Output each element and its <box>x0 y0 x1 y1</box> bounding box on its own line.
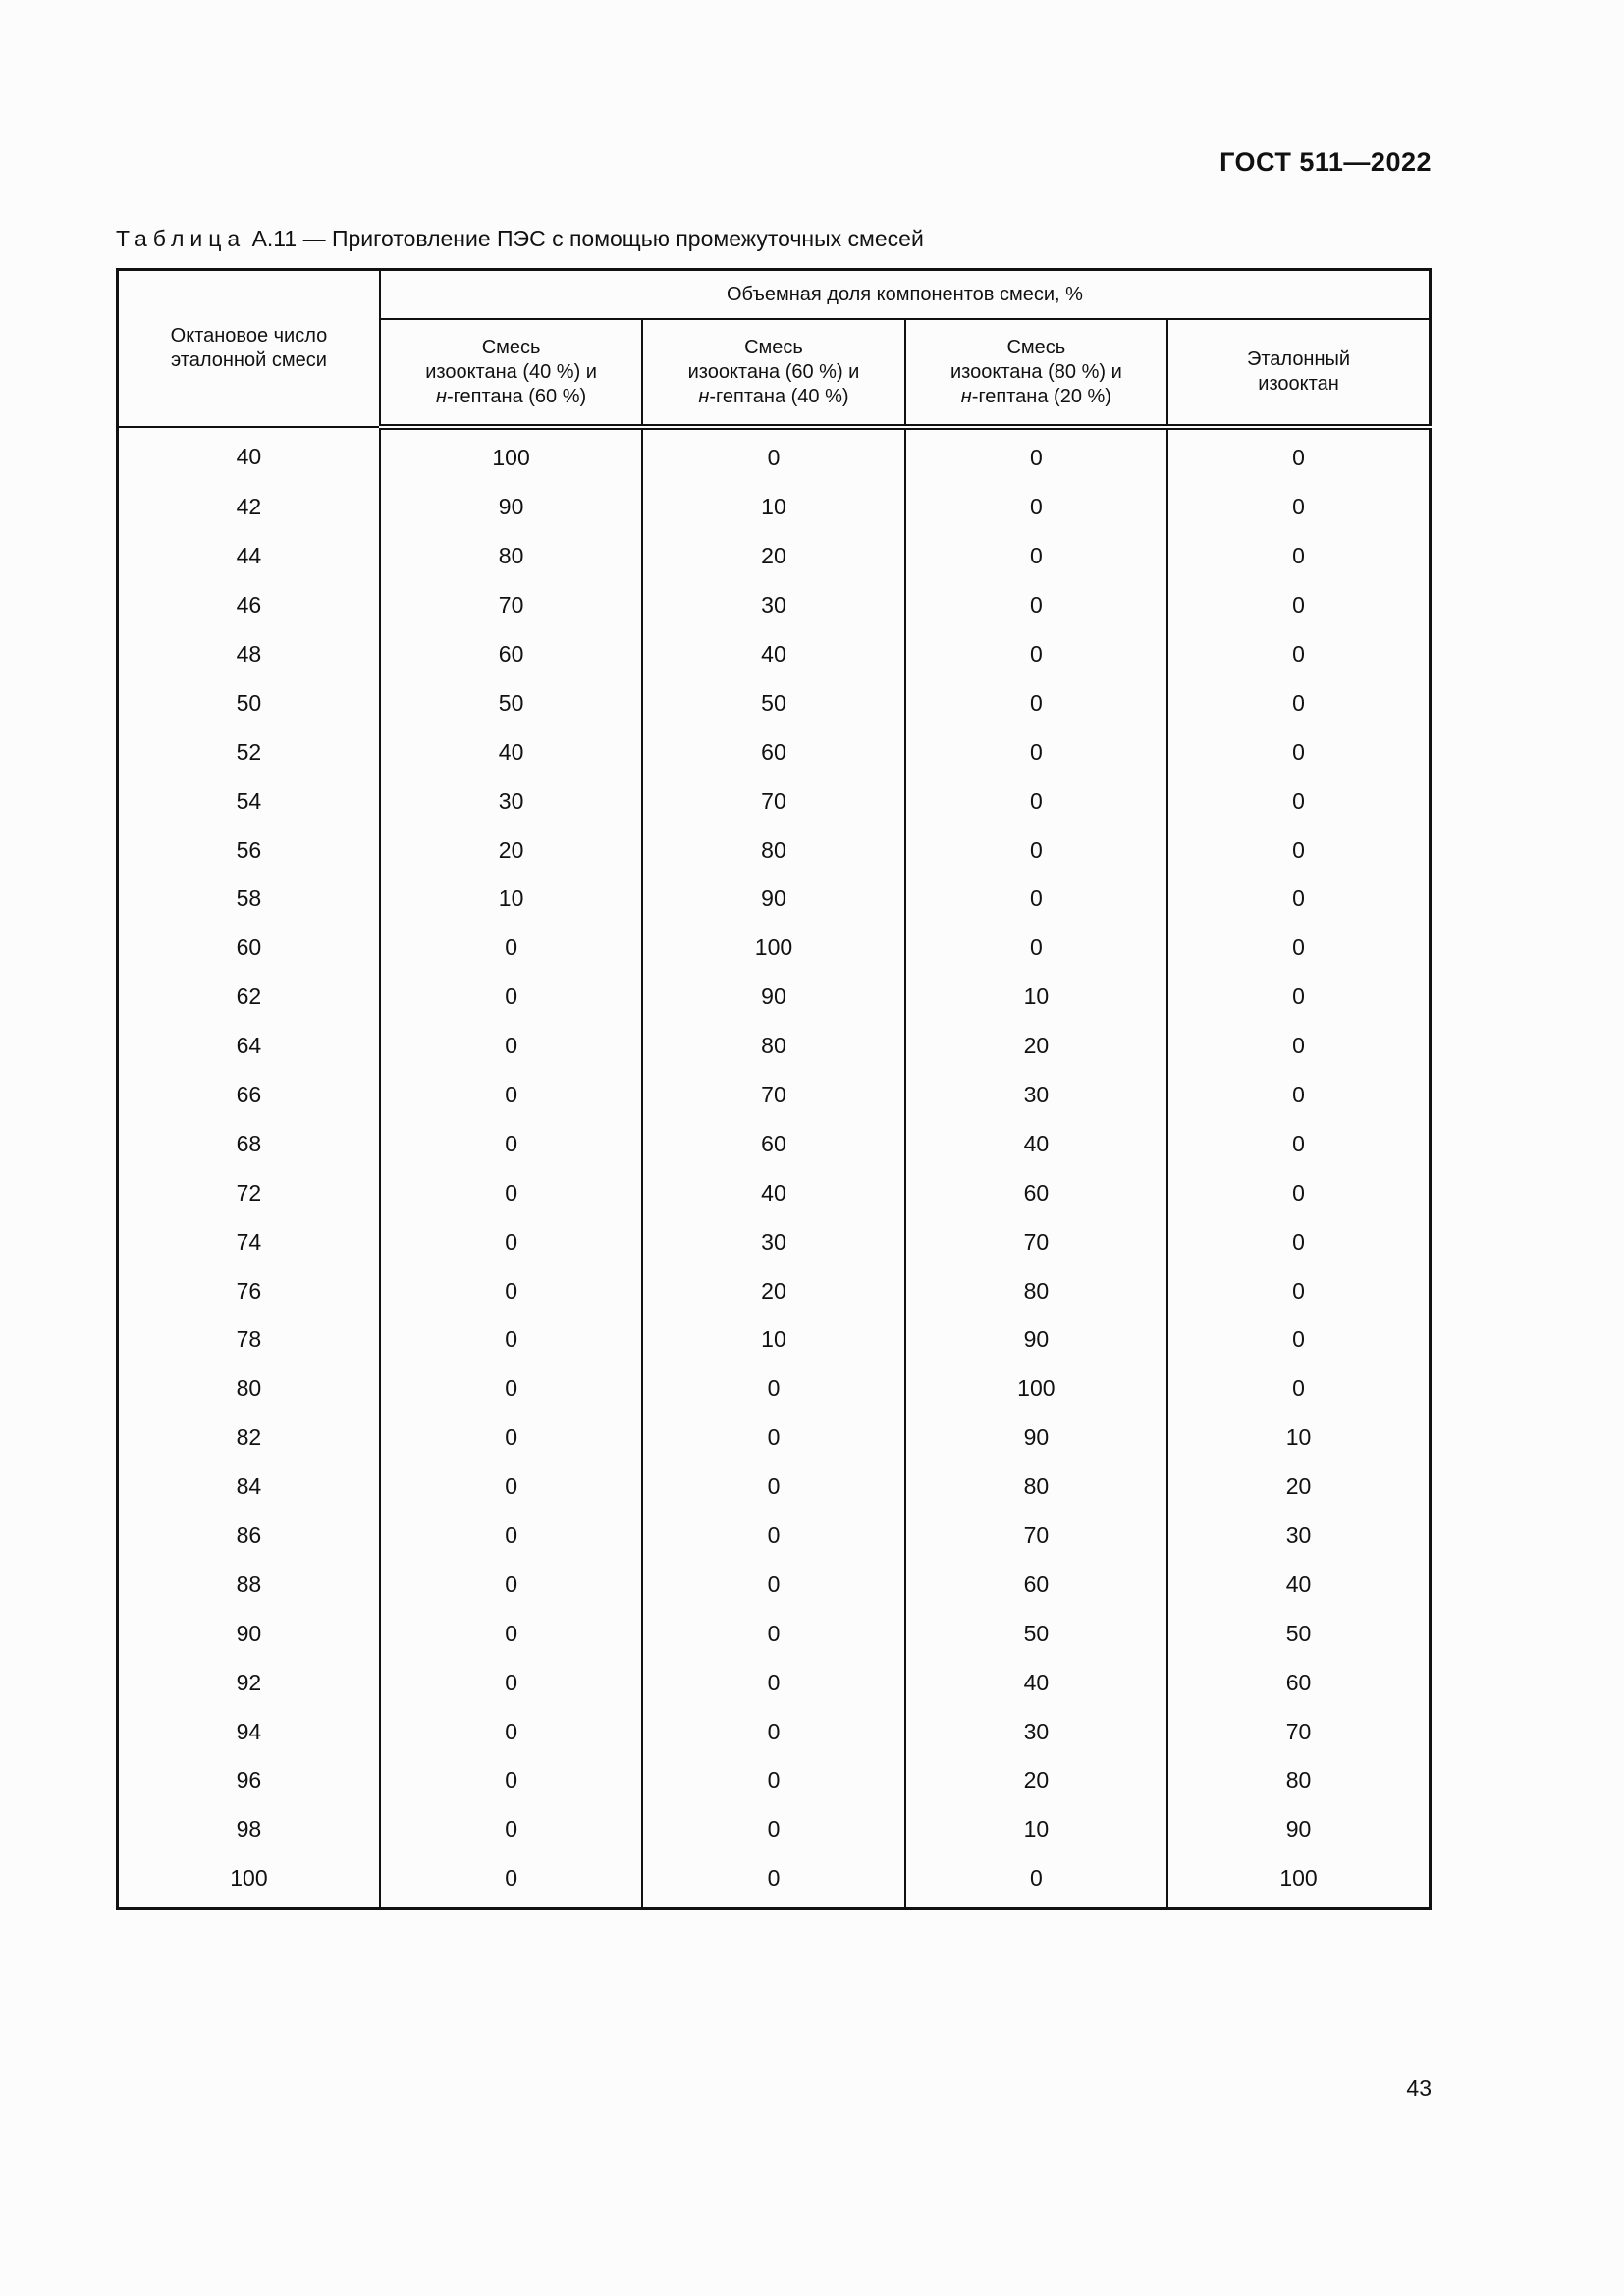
table-cell: 0 <box>905 1854 1167 1908</box>
table-cell: 0 <box>1167 727 1430 776</box>
table-cell: 0 <box>642 1414 904 1463</box>
table-cell: 0 <box>1167 581 1430 630</box>
table-row <box>118 875 1431 924</box>
table-cell: 20 <box>642 532 904 581</box>
table-row <box>118 1168 1431 1217</box>
table-cell: 60 <box>905 1560 1167 1609</box>
table-cell: 0 <box>1167 924 1430 973</box>
table-cell: 46 <box>118 581 380 630</box>
table-cell: 92 <box>118 1658 380 1707</box>
table-cell: 44 <box>118 532 380 581</box>
table-cell: 40 <box>905 1119 1167 1168</box>
table-cell: 66 <box>118 1071 380 1120</box>
table-cell: 60 <box>642 727 904 776</box>
table-cell: 80 <box>905 1463 1167 1512</box>
table-cell: 0 <box>1167 678 1430 727</box>
table-cell: 84 <box>118 1463 380 1512</box>
table-cell: 0 <box>642 1854 904 1908</box>
table-cell: 90 <box>380 483 642 532</box>
table-cell: 60 <box>118 924 380 973</box>
table-row <box>118 678 1431 727</box>
table-cell: 0 <box>905 776 1167 826</box>
table-cell: 0 <box>905 727 1167 776</box>
table-row <box>118 1364 1431 1414</box>
table-cell: 94 <box>118 1707 380 1756</box>
table-cell: 74 <box>118 1217 380 1266</box>
table-row <box>118 826 1431 875</box>
table-row <box>118 630 1431 679</box>
table-row <box>118 924 1431 973</box>
table-row <box>118 1414 1431 1463</box>
table-cell: 0 <box>380 1805 642 1854</box>
table-cell: 0 <box>380 1707 642 1756</box>
table-cell: 72 <box>118 1168 380 1217</box>
table-cell: 0 <box>642 1512 904 1561</box>
table-cell: 90 <box>118 1609 380 1658</box>
table-cell: 0 <box>642 1463 904 1512</box>
table-cell: 0 <box>642 1658 904 1707</box>
table-cell: 64 <box>118 1022 380 1071</box>
caption-text: А.11 — Приготовление ПЭС с помощью промежуточных смесей <box>251 226 924 251</box>
table-cell: 68 <box>118 1119 380 1168</box>
table-cell: 0 <box>380 973 642 1022</box>
table-cell: 80 <box>905 1266 1167 1315</box>
table-cell: 0 <box>1167 1071 1430 1120</box>
table-cell: 100 <box>642 924 904 973</box>
table-cell: 70 <box>642 776 904 826</box>
table-cell: 0 <box>380 1463 642 1512</box>
table-cell: 0 <box>380 1071 642 1120</box>
table-row <box>118 1658 1431 1707</box>
table-cell: 60 <box>1167 1658 1430 1707</box>
table-cell: 40 <box>642 1168 904 1217</box>
table-cell: 20 <box>905 1022 1167 1071</box>
table-cell: 70 <box>642 1071 904 1120</box>
table-cell: 90 <box>1167 1805 1430 1854</box>
table-cell: 96 <box>118 1756 380 1805</box>
table-cell: 0 <box>1167 1266 1430 1315</box>
table-cell: 0 <box>380 1756 642 1805</box>
table-cell: 82 <box>118 1414 380 1463</box>
table-cell: 0 <box>1167 1364 1430 1414</box>
table-cell: 52 <box>118 727 380 776</box>
table-cell: 0 <box>905 483 1167 532</box>
table-row <box>118 1707 1431 1756</box>
table-cell: 30 <box>380 776 642 826</box>
table-cell: 0 <box>380 1364 642 1414</box>
table-cell: 30 <box>642 581 904 630</box>
table-cell: 0 <box>642 1805 904 1854</box>
table-row <box>118 581 1431 630</box>
page-number: 43 <box>1406 2075 1432 2101</box>
table-cell: 20 <box>642 1266 904 1315</box>
table-cell: 0 <box>642 1364 904 1414</box>
table-cell: 0 <box>905 875 1167 924</box>
table-cell: 0 <box>905 826 1167 875</box>
table-cell: 86 <box>118 1512 380 1561</box>
table-cell: 0 <box>1167 875 1430 924</box>
table-cell: 42 <box>118 483 380 532</box>
table-row <box>118 1560 1431 1609</box>
table-cell: 70 <box>905 1512 1167 1561</box>
table-cell: 88 <box>118 1560 380 1609</box>
table-row <box>118 776 1431 826</box>
table-cell: 50 <box>380 678 642 727</box>
column-header-mix-60: Смесь изооктана (60 %) и н-гептана (40 %) <box>642 319 904 427</box>
table-cell: 0 <box>905 678 1167 727</box>
table-cell: 80 <box>642 826 904 875</box>
table-cell: 0 <box>642 1609 904 1658</box>
table-cell: 20 <box>1167 1463 1430 1512</box>
table-cell: 100 <box>1167 1854 1430 1908</box>
table-cell: 50 <box>1167 1609 1430 1658</box>
table-cell: 0 <box>380 1168 642 1217</box>
table-cell: 0 <box>642 1707 904 1756</box>
table-row <box>118 973 1431 1022</box>
table-cell: 0 <box>642 427 904 483</box>
caption-label: Таблица <box>116 226 246 251</box>
table-cell: 98 <box>118 1805 380 1854</box>
table-cell: 0 <box>1167 1022 1430 1071</box>
table-cell: 0 <box>380 1658 642 1707</box>
table-cell: 90 <box>642 875 904 924</box>
table-cell: 70 <box>1167 1707 1430 1756</box>
octane-number-header: Октановое число эталонной смеси <box>118 270 380 428</box>
table-cell: 0 <box>642 1756 904 1805</box>
table-cell: 80 <box>118 1364 380 1414</box>
column-header-mix-80: Смесь изооктана (80 %) и н-гептана (20 %) <box>905 319 1167 427</box>
table-cell: 40 <box>118 427 380 483</box>
table-body <box>118 427 1431 1908</box>
table-cell: 0 <box>380 1854 642 1908</box>
table-cell: 0 <box>380 1560 642 1609</box>
table-cell: 60 <box>642 1119 904 1168</box>
table-cell: 10 <box>642 1315 904 1364</box>
table-row <box>118 1217 1431 1266</box>
document-code: ГОСТ 511—2022 <box>1219 147 1432 177</box>
table-cell: 76 <box>118 1266 380 1315</box>
table-cell: 80 <box>380 532 642 581</box>
table-cell: 50 <box>118 678 380 727</box>
table-cell: 10 <box>905 973 1167 1022</box>
table-cell: 0 <box>380 1414 642 1463</box>
table-cell: 90 <box>642 973 904 1022</box>
table-cell: 0 <box>1167 1217 1430 1266</box>
table-cell: 30 <box>642 1217 904 1266</box>
table-cell: 10 <box>905 1805 1167 1854</box>
table-cell: 0 <box>1167 826 1430 875</box>
column-header-mix-40: Смесь изооктана (40 %) и н-гептана (60 %) <box>380 319 642 427</box>
table-cell: 10 <box>642 483 904 532</box>
table-cell: 48 <box>118 630 380 679</box>
table-cell: 0 <box>905 924 1167 973</box>
table-cell: 0 <box>642 1560 904 1609</box>
table-row <box>118 1512 1431 1561</box>
table-cell: 30 <box>905 1071 1167 1120</box>
table-cell: 0 <box>380 1022 642 1071</box>
table-cell: 78 <box>118 1315 380 1364</box>
table-cell: 56 <box>118 826 380 875</box>
table-row <box>118 1609 1431 1658</box>
table-cell: 10 <box>1167 1414 1430 1463</box>
table-cell: 40 <box>1167 1560 1430 1609</box>
table-cell: 100 <box>118 1854 380 1908</box>
table-cell: 0 <box>905 581 1167 630</box>
table-cell: 90 <box>905 1315 1167 1364</box>
table-cell: 50 <box>642 678 904 727</box>
table-caption <box>116 226 924 252</box>
table-cell: 20 <box>905 1756 1167 1805</box>
table-cell: 0 <box>1167 483 1430 532</box>
table-cell: 0 <box>380 924 642 973</box>
table-row <box>118 427 1431 483</box>
table-row <box>118 1022 1431 1071</box>
table-row <box>118 1854 1431 1908</box>
table-cell: 20 <box>380 826 642 875</box>
table-row <box>118 727 1431 776</box>
table-cell: 60 <box>905 1168 1167 1217</box>
table-cell: 0 <box>1167 1315 1430 1364</box>
table-cell: 0 <box>380 1512 642 1561</box>
table-row <box>118 1071 1431 1120</box>
table-cell: 62 <box>118 973 380 1022</box>
table-cell: 80 <box>1167 1756 1430 1805</box>
table-cell: 0 <box>905 427 1167 483</box>
table-cell: 0 <box>1167 427 1430 483</box>
table-cell: 0 <box>905 532 1167 581</box>
data-table <box>116 268 1432 1910</box>
table-cell: 0 <box>1167 1168 1430 1217</box>
table-cell: 50 <box>905 1609 1167 1658</box>
table-row <box>118 1315 1431 1364</box>
table-cell: 100 <box>380 427 642 483</box>
table-cell: 80 <box>642 1022 904 1071</box>
table-cell: 0 <box>905 630 1167 679</box>
table-cell: 0 <box>380 1315 642 1364</box>
table-cell: 58 <box>118 875 380 924</box>
table-cell: 40 <box>380 727 642 776</box>
table-cell: 0 <box>1167 532 1430 581</box>
table-cell: 0 <box>380 1217 642 1266</box>
table-cell: 100 <box>905 1364 1167 1414</box>
table-row <box>118 532 1431 581</box>
table-cell: 0 <box>1167 973 1430 1022</box>
table-row <box>118 1266 1431 1315</box>
table-cell: 0 <box>380 1266 642 1315</box>
table-cell: 30 <box>905 1707 1167 1756</box>
table-cell: 0 <box>1167 1119 1430 1168</box>
table-row <box>118 1119 1431 1168</box>
table-cell: 70 <box>380 581 642 630</box>
table-cell: 54 <box>118 776 380 826</box>
table-row <box>118 483 1431 532</box>
table-cell: 0 <box>380 1609 642 1658</box>
table-row <box>118 1805 1431 1854</box>
table-cell: 0 <box>1167 776 1430 826</box>
table-cell: 90 <box>905 1414 1167 1463</box>
table-cell: 40 <box>642 630 904 679</box>
table-cell: 30 <box>1167 1512 1430 1561</box>
table-cell: 0 <box>380 1119 642 1168</box>
table-row <box>118 1756 1431 1805</box>
volume-fraction-header: Объемная доля компонентов смеси, % <box>380 270 1431 320</box>
column-header-isooctane: Эталонный изооктан <box>1167 319 1430 427</box>
table-header <box>118 270 1431 428</box>
table-cell: 0 <box>1167 630 1430 679</box>
table-row <box>118 1463 1431 1512</box>
table-cell: 10 <box>380 875 642 924</box>
table-cell: 40 <box>905 1658 1167 1707</box>
table-cell: 60 <box>380 630 642 679</box>
table-cell: 70 <box>905 1217 1167 1266</box>
